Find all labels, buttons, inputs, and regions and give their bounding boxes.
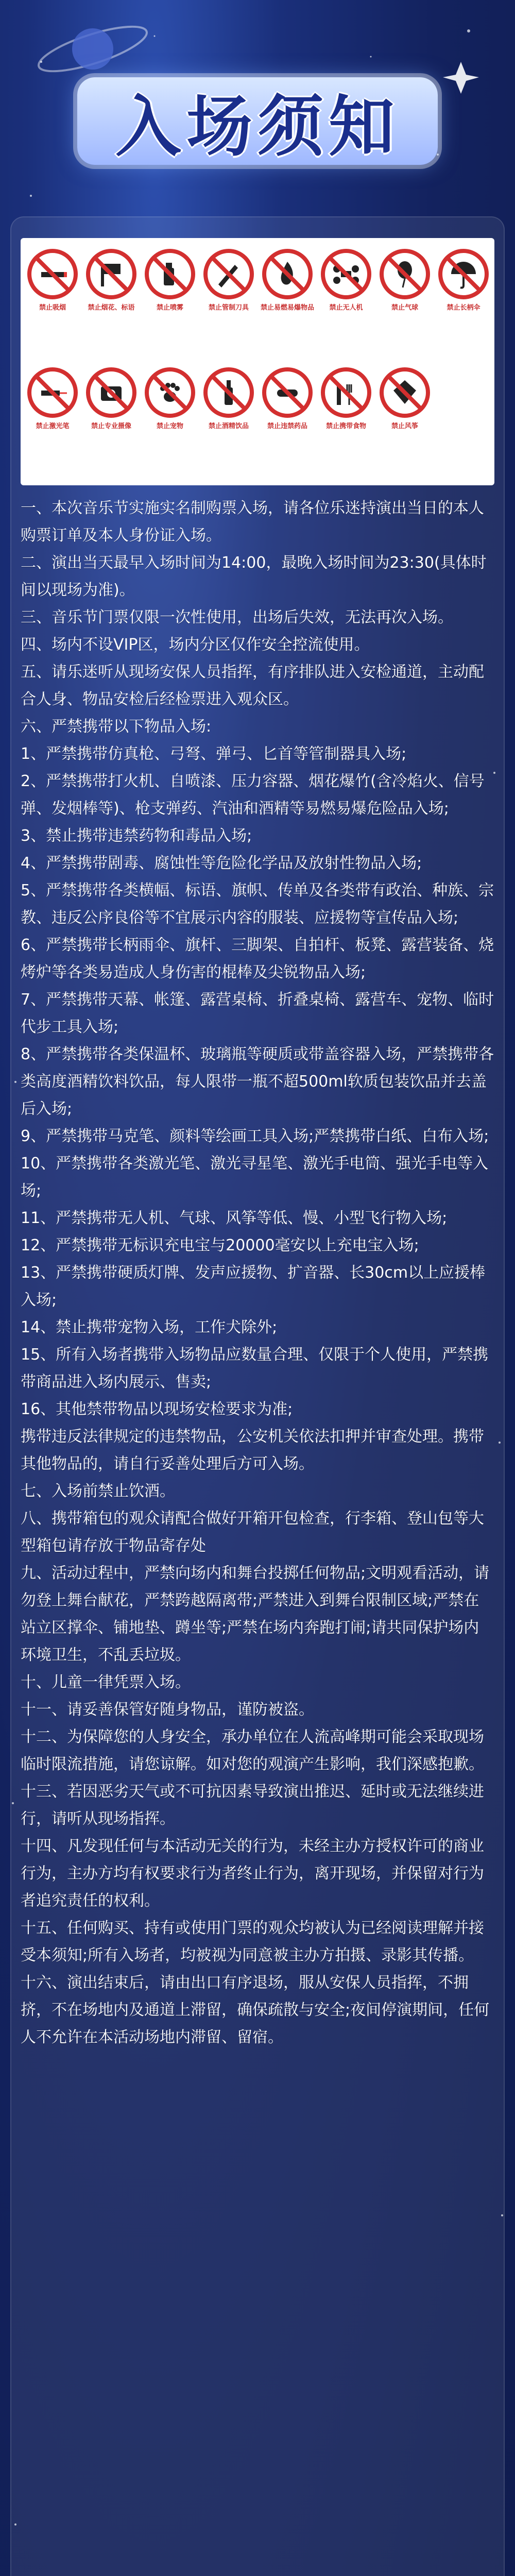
prohibited-sign-label: 禁止携带食物	[325, 422, 366, 430]
rules-list	[21, 495, 494, 2051]
prohibited-sign-label: 禁止烟花、标语	[88, 304, 135, 312]
rule-item: 7、严禁携带天幕、帐篷、露营桌椅、折叠桌椅、露营车、宠物、临时代步工具入场;	[21, 991, 494, 1036]
rule-item: 十二、为保障您的人身安全，承办单位在人流高峰期可能会采取现场临时限流措施，请您谅解。如对您的观演产生影响，我们深感抱歉。	[21, 1728, 484, 1773]
prohibited-sign-label: 禁止酒精饮品	[208, 422, 249, 430]
rule-item: 一、本次音乐节实施实名制购票入场，请各位乐迷持演出当日的本人购票订单及本人身份证入场。	[21, 499, 484, 545]
no-drone-icon	[320, 248, 372, 300]
prohibited-sign-label: 禁止宠物	[156, 422, 183, 430]
no-alcohol-icon	[203, 367, 254, 418]
rule-item: 三、音乐节门票仅限一次性使用，出场后失效，无法再次入场。	[21, 608, 453, 626]
rule-item: 六、严禁携带以下物品入场:	[21, 718, 212, 736]
prohibited-sign	[258, 367, 317, 475]
rule-item: 八、携带箱包的观众请配合做好开箱开包检查，行李箱、登山包等大型箱包请存放于物品寄存处	[21, 1510, 484, 1555]
prohibited-sign	[140, 367, 200, 475]
no-flammable-icon	[262, 248, 313, 300]
page-title: 入场须知	[115, 89, 400, 165]
prohibited-sign-label: 禁止易燃易爆物品	[260, 304, 314, 312]
prohibited-sign-label: 禁止管制刀具	[208, 304, 249, 312]
rule-item: 四、场内不设VIP区，场内分区仅作安全控流使用。	[21, 636, 370, 654]
rule-item: 8、严禁携带各类保温杯、玻璃瓶等硬质或带盖容器入场，严禁携带各类高度酒精饮料饮品，每人限带一瓶不超500ml软质包装饮品并去盖后入场;	[21, 1045, 494, 1118]
no-banner-icon	[85, 248, 137, 300]
prohibited-sign-label: 禁止气球	[391, 304, 418, 312]
prohibited-sign	[199, 367, 259, 475]
prohibited-sign	[23, 367, 82, 475]
prohibited-sign-label: 禁止专业摄像	[91, 422, 131, 430]
no-umbrella-icon	[438, 248, 489, 300]
rule-item: 9、严禁携带马克笔、颜料等绘画工具入场;严禁携带白纸、白布入场;	[21, 1127, 489, 1145]
prohibited-sign-label: 禁止长柄伞	[447, 304, 480, 312]
rule-item: 14、禁止携带宠物入场，工作犬除外;	[21, 1318, 278, 1336]
rule-item: 11、严禁携带无人机、气球、风筝等低、慢、小型飞行物入场;	[21, 1209, 448, 1227]
rule-item: 2、严禁携带打火机、自喷漆、压力容器、烟花爆竹(含冷焰火、信号弹、发烟棒等)、枪支弹药、汽油和酒精等易燃易爆危险品入场;	[21, 772, 485, 818]
no-smoking-icon	[27, 248, 78, 300]
rule-item: 十四、凡发现任何与本活动无关的行为，未经主办方授权许可的商业行为，主办方均有权要求行为者终止行为，离开现场，并保留对行为者追究责任的权利。	[21, 1837, 484, 1910]
rule-item: 4、严禁携带剧毒、腐蚀性等危险化学品及放射性物品入场;	[21, 854, 422, 872]
rule-item: 五、请乐迷听从现场安保人员指挥，有序排队进入安检通道，主动配合人身、物品安检后经检票进入观众区。	[21, 663, 484, 708]
prohibited-sign-label: 禁止无人机	[329, 304, 363, 312]
prohibited-signs-panel	[21, 238, 494, 485]
rule-item: 十五、任何购买、持有或使用门票的观众均被认为已经阅读理解并接受本须知;所有入场者，均被视为同意被主办方拍摄、录影其传播。	[21, 1919, 484, 1964]
rule-item: 十六、演出结束后，请由出口有序退场，服从安保人员指挥，不拥挤，不在场地内及通道上滞留，确保疏散与安全;夜间停演期间，任何人不允许在本活动场地内滞留、留宿。	[21, 1974, 490, 2046]
rule-item: 携带违反法律规定的违禁物品，公安机关依法扣押并审查处理。携带其他物品的，请自行妥善处理后方可入场。	[21, 1428, 484, 1473]
no-camera-icon	[85, 367, 137, 418]
prohibited-sign	[199, 248, 259, 357]
prohibited-sign-label: 禁止激光笔	[36, 422, 70, 430]
prohibited-sign-label: 禁止喷雾	[156, 304, 183, 312]
rule-item: 5、严禁携带各类横幅、标语、旗帜、传单及各类带有政治、种族、宗教、违反公序良俗等不宜展示内容的服装、应援物等宣传品入场;	[21, 882, 494, 927]
rule-item: 12、严禁携带无标识充电宝与20000毫安以上充电宝入场;	[21, 1236, 419, 1255]
prohibited-sign	[81, 367, 141, 475]
rule-item: 10、严禁携带各类激光笔、激光寻星笔、激光手电筒、强光手电等入场;	[21, 1155, 489, 1200]
prohibited-sign	[375, 367, 435, 475]
no-kite-icon	[379, 367, 431, 418]
rule-item: 13、严禁携带硬质灯牌、发声应援物、扩音器、长30cm以上应援棒入场;	[21, 1264, 486, 1309]
no-balloon-icon	[379, 248, 431, 300]
prohibited-sign	[258, 248, 317, 357]
no-laser-icon	[27, 367, 78, 418]
prohibited-sign-label: 禁止违禁药品	[267, 422, 307, 430]
prohibited-sign	[81, 248, 141, 357]
prohibited-sign-label: 禁止风筝	[391, 422, 418, 430]
rule-item: 九、活动过程中，严禁向场内和舞台投掷任何物品;文明观看活动，请勿登上舞台献花，严禁跨越隔离带;严禁进入到舞台限制区域;严禁在站立区撑伞、铺地垫、蹲坐等;严禁在场内奔跑打闹;请共同保护场内环境卫生，不乱丢垃圾。	[21, 1564, 490, 1664]
title-banner	[77, 77, 438, 165]
rule-item: 十三、若因恶劣天气或不可抗因素导致演出推迟、延时或无法继续进行，请听从现场指挥。	[21, 1783, 484, 1828]
rule-item: 十一、请妥善保管好随身物品，谨防被盗。	[21, 1701, 314, 1719]
no-spray-icon	[144, 248, 196, 300]
prohibited-sign	[140, 248, 200, 357]
prohibited-sign	[316, 367, 376, 475]
rule-item: 1、严禁携带仿真枪、弓弩、弹弓、匕首等管制器具入场;	[21, 745, 407, 763]
no-knife-icon	[203, 248, 254, 300]
prohibited-sign	[23, 248, 82, 357]
rule-item: 16、其他禁带物品以现场安检要求为准;	[21, 1400, 293, 1418]
rule-item: 15、所有入场者携带入场物品应数量合理、仅限于个人使用，严禁携带商品进入场内展示、售卖;	[21, 1346, 489, 1391]
no-food-icon	[320, 367, 372, 418]
prohibited-sign-label: 禁止吸烟	[39, 304, 66, 312]
rule-item: 七、入场前禁止饮酒。	[21, 1482, 175, 1500]
rule-item: 6、严禁携带长柄雨伞、旗杆、三脚架、自拍杆、板凳、露营装备、烧烤炉等各类易造成人身伤害的棍棒及尖锐物品入场;	[21, 936, 494, 981]
rule-item: 十、儿童一律凭票入场。	[21, 1673, 191, 1691]
no-pets-icon	[144, 367, 196, 418]
rule-item: 3、禁止携带违禁药物和毒品入场;	[21, 827, 252, 845]
prohibited-sign	[316, 248, 376, 357]
prohibited-sign	[375, 248, 435, 357]
rule-item: 二、演出当天最早入场时间为14:00，最晚入场时间为23:30(具体时间以现场为准)。	[21, 554, 487, 599]
prohibited-sign	[434, 248, 493, 357]
no-drugs-icon	[262, 367, 313, 418]
header	[0, 0, 515, 216]
